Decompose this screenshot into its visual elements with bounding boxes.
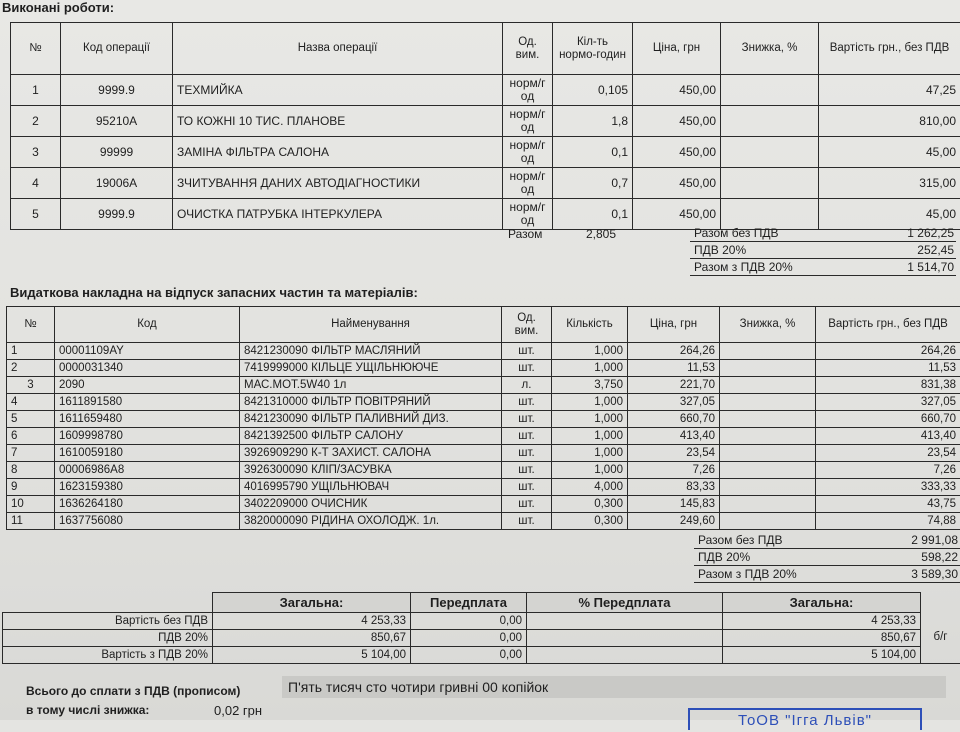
company-stamp: ТоОВ "Ігга Львів" (688, 708, 922, 730)
works-cell-name: ОЧИСТКА ПАТРУБКА ІНТЕРКУЛЕРА (173, 199, 503, 230)
parts-cell-qty: 1,000 (552, 428, 628, 445)
works-row (11, 137, 960, 168)
parts-cell-price: 11,53 (628, 360, 720, 377)
summary-cell-prepay-percent (527, 613, 723, 630)
parts-cell-qty: 1,000 (552, 411, 628, 428)
parts-cell-discount (720, 513, 816, 530)
works-cell-name: ЗЧИТУВАННЯ ДАНИХ АВТОДІАГНОСТИКИ (173, 168, 503, 199)
parts-row (7, 360, 960, 377)
works-row (11, 199, 960, 230)
works-cell-unit (503, 75, 553, 106)
works-row (11, 75, 960, 106)
parts-cell-total: 327,05 (816, 394, 960, 411)
parts-cell-total: 74,88 (816, 513, 960, 530)
works-cell-price: 450,00 (633, 168, 721, 199)
parts-cell-total: 831,38 (816, 377, 960, 394)
parts-cell-unit: шт. (502, 462, 552, 479)
unit-line-2: од (521, 151, 534, 165)
parts-cell-discount (720, 343, 816, 360)
works-cell-discount (721, 199, 819, 230)
works-cell-discount (721, 106, 819, 137)
parts-header-row (7, 307, 960, 343)
works-cell-unit (503, 199, 553, 230)
parts-cell-total: 660,70 (816, 411, 960, 428)
divider (694, 565, 960, 566)
works-cell-price: 450,00 (633, 137, 721, 168)
parts-cell-code: 1611659480 (55, 411, 240, 428)
parts-cell-discount (720, 496, 816, 513)
parts-header-discount: Знижка, % (720, 307, 816, 343)
works-cell-unit (503, 168, 553, 199)
works-header-name: Назва операції (173, 23, 503, 75)
works-row (11, 106, 960, 137)
summary-cell-prepay: 0,00 (411, 647, 527, 664)
parts-cell-unit: шт. (502, 394, 552, 411)
parts-cell-price: 7,26 (628, 462, 720, 479)
parts-cell-n: 7 (7, 445, 55, 462)
parts-cell-total: 264,26 (816, 343, 960, 360)
works-cell-code: 9999.9 (61, 199, 173, 230)
parts-cell-n: 10 (7, 496, 55, 513)
parts-cell-qty: 1,000 (552, 445, 628, 462)
works-cell-code: 9999.9 (61, 75, 173, 106)
parts-row (7, 428, 960, 445)
works-cell-hours: 1,8 (553, 106, 633, 137)
parts-cell-qty: 1,000 (552, 462, 628, 479)
parts-cell-unit: шт. (502, 360, 552, 377)
works-cell-unit (503, 106, 553, 137)
works-total-label: Разом без ПДВ (694, 226, 779, 240)
parts-cell-code: 1636264180 (55, 496, 240, 513)
parts-cell-total: 11,53 (816, 360, 960, 377)
works-header-row (11, 23, 960, 75)
works-cell-total: 315,00 (819, 168, 960, 199)
parts-cell-qty: 0,300 (552, 513, 628, 530)
parts-cell-n: 3 (7, 377, 55, 394)
parts-cell-qty: 4,000 (552, 479, 628, 496)
unit-line-2: од (521, 89, 534, 103)
works-cell-name: ТО КОЖНІ 10 ТИС. ПЛАНОВЕ (173, 106, 503, 137)
unit-line-1: норм/г (510, 169, 546, 183)
works-table (10, 22, 960, 230)
works-cell-n: 5 (11, 199, 61, 230)
parts-cell-code: 1637756080 (55, 513, 240, 530)
parts-cell-price: 221,70 (628, 377, 720, 394)
parts-header-unit: Од. вим. (502, 307, 552, 343)
works-gross-label: Разом з ПДВ 20% (694, 260, 793, 274)
works-sum-label: Разом (508, 227, 542, 241)
parts-cell-unit: шт. (502, 411, 552, 428)
parts-cell-discount (720, 411, 816, 428)
works-cell-code: 95210A (61, 106, 173, 137)
parts-header-n: № (7, 307, 55, 343)
parts-header-code: Код (55, 307, 240, 343)
unit-line-2: од (521, 182, 534, 196)
parts-cell-code: 1609998780 (55, 428, 240, 445)
parts-row (7, 445, 960, 462)
summary-header-side (921, 593, 960, 613)
parts-header-total: Вартість грн., без ПДВ (816, 307, 960, 343)
parts-row (7, 377, 960, 394)
parts-row (7, 496, 960, 513)
works-cell-price: 450,00 (633, 106, 721, 137)
works-cell-name: ЗАМІНА ФІЛЬТРА САЛОНА (173, 137, 503, 168)
parts-cell-unit: шт. (502, 343, 552, 360)
parts-cell-unit: л. (502, 377, 552, 394)
works-cell-total: 45,00 (819, 137, 960, 168)
summary-cell-label: Вартість з ПДВ 20% (3, 647, 213, 664)
parts-cell-price: 660,70 (628, 411, 720, 428)
parts-header-qty: Кількість (552, 307, 628, 343)
works-vat-value: 252,45 (820, 243, 954, 257)
works-cell-discount (721, 75, 819, 106)
parts-row (7, 394, 960, 411)
works-gross-value: 1 514,70 (820, 260, 954, 274)
works-vat-label: ПДВ 20% (694, 243, 746, 257)
works-cell-unit (503, 137, 553, 168)
summary-header-total: Загальна: (213, 593, 411, 613)
parts-cell-discount (720, 394, 816, 411)
parts-cell-price: 83,33 (628, 479, 720, 496)
unit-line-2: од (521, 120, 534, 134)
summary-header-prepay-percent: % Передплата (527, 593, 723, 613)
parts-row (7, 462, 960, 479)
works-cell-code: 99999 (61, 137, 173, 168)
works-cell-hours: 0,1 (553, 199, 633, 230)
parts-cell-name: 4016995790 УЩІЛЬНЮВАЧ (240, 479, 502, 496)
summary-table (2, 592, 960, 664)
parts-cell-qty: 1,000 (552, 360, 628, 377)
works-header-price: Ціна, грн (633, 23, 721, 75)
parts-cell-unit: шт. (502, 496, 552, 513)
parts-cell-total: 43,75 (816, 496, 960, 513)
parts-cell-name: 3926909290 К-Т ЗАХИСТ. САЛОНА (240, 445, 502, 462)
parts-cell-code: 1623159380 (55, 479, 240, 496)
divider (690, 258, 956, 259)
parts-cell-n: 4 (7, 394, 55, 411)
summary-row (3, 630, 960, 647)
parts-title: Видаткова накладна на відпуск запасних частин та матеріалів: (10, 285, 418, 300)
parts-cell-name: 3402209000 ОЧИСНИК (240, 496, 502, 513)
parts-cell-unit: шт. (502, 513, 552, 530)
works-header-unit: Од. вим. (503, 23, 553, 75)
amount-in-words-value: П'ять тисяч сто чотири гривні 00 копійок (282, 676, 946, 698)
unit-line-1: норм/г (510, 138, 546, 152)
works-sum-hours: 2,805 (560, 227, 616, 241)
works-cell-total: 47,25 (819, 75, 960, 106)
parts-row (7, 513, 960, 530)
works-cell-n: 2 (11, 106, 61, 137)
parts-gross-value: 3 589,30 (820, 567, 958, 581)
summary-row (3, 647, 960, 664)
parts-cell-price: 145,83 (628, 496, 720, 513)
parts-cell-discount (720, 462, 816, 479)
parts-cell-discount (720, 377, 816, 394)
parts-cell-price: 264,26 (628, 343, 720, 360)
parts-cell-qty: 1,000 (552, 394, 628, 411)
parts-table (6, 306, 960, 530)
parts-cell-n: 6 (7, 428, 55, 445)
parts-cell-name: МАС.МОТ.5W40 1л (240, 377, 502, 394)
parts-total-value: 2 991,08 (820, 533, 958, 547)
works-header-n: № (11, 23, 61, 75)
parts-cell-n: 9 (7, 479, 55, 496)
parts-cell-name: 3820000090 РІДИНА ОХОЛОДЖ. 1л. (240, 513, 502, 530)
summary-header-row (3, 593, 960, 613)
works-cell-total: 45,00 (819, 199, 960, 230)
parts-cell-name: 8421310000 ФІЛЬТР ПОВІТРЯНИЙ (240, 394, 502, 411)
parts-cell-qty: 3,750 (552, 377, 628, 394)
parts-total-label: Разом без ПДВ (698, 533, 783, 547)
parts-cell-qty: 1,000 (552, 343, 628, 360)
summary-cell-prepay-percent (527, 630, 723, 647)
summary-header-total2: Загальна: (723, 593, 921, 613)
discount-value: 0,02 грн (214, 702, 262, 719)
parts-cell-code: 00006986A8 (55, 462, 240, 479)
parts-cell-name: 8421392500 ФІЛЬТР САЛОНУ (240, 428, 502, 445)
parts-header-price: Ціна, грн (628, 307, 720, 343)
works-header-hours: Кіл-ть нормо-годин (553, 23, 633, 75)
works-header-total: Вартість грн., без ПДВ (819, 23, 960, 75)
parts-cell-price: 413,40 (628, 428, 720, 445)
summary-cell-total: 4 253,33 (213, 613, 411, 630)
parts-cell-unit: шт. (502, 428, 552, 445)
parts-cell-n: 8 (7, 462, 55, 479)
summary-cell-prepay: 0,00 (411, 630, 527, 647)
works-header-discount: Знижка, % (721, 23, 819, 75)
parts-vat-value: 598,22 (820, 550, 958, 564)
summary-header-prepay: Передплата (411, 593, 527, 613)
works-total-value: 1 262,25 (820, 226, 954, 240)
parts-cell-total: 7,26 (816, 462, 960, 479)
works-cell-n: 4 (11, 168, 61, 199)
parts-vat-label: ПДВ 20% (698, 550, 750, 564)
summary-header-blank (3, 593, 213, 613)
summary-cell-total: 5 104,00 (213, 647, 411, 664)
parts-cell-total: 333,33 (816, 479, 960, 496)
parts-cell-discount (720, 360, 816, 377)
works-cell-n: 3 (11, 137, 61, 168)
divider (694, 582, 960, 583)
parts-cell-name: 7419999000 КІЛЬЦЕ УЩІЛЬНЮЮЧЕ (240, 360, 502, 377)
parts-cell-code: 00001109AY (55, 343, 240, 360)
parts-cell-code: 2090 (55, 377, 240, 394)
divider (690, 241, 956, 242)
unit-line-1: норм/г (510, 76, 546, 90)
parts-gross-label: Разом з ПДВ 20% (698, 567, 797, 581)
amount-in-words-label: Всього до сплати з ПДВ (прописом) (26, 683, 240, 700)
parts-cell-name: 3926300090 КЛІП/ЗАСУВКА (240, 462, 502, 479)
parts-row (7, 411, 960, 428)
works-cell-name: ТЕХМИЙКА (173, 75, 503, 106)
summary-cell-label: Вартість без ПДВ (3, 613, 213, 630)
discount-label: в тому числі знижка: (26, 702, 149, 719)
parts-cell-n: 1 (7, 343, 55, 360)
summary-cell-total2: 850,67 (723, 630, 921, 647)
parts-cell-price: 249,60 (628, 513, 720, 530)
parts-header-name: Найменування (240, 307, 502, 343)
parts-cell-code: 0000031340 (55, 360, 240, 377)
summary-currency-note: б/г (921, 613, 960, 664)
parts-cell-n: 2 (7, 360, 55, 377)
works-row (11, 168, 960, 199)
parts-cell-code: 1611891580 (55, 394, 240, 411)
unit-line-1: норм/г (510, 200, 546, 214)
divider (694, 548, 960, 549)
parts-cell-unit: шт. (502, 479, 552, 496)
parts-cell-discount (720, 445, 816, 462)
works-cell-code: 19006A (61, 168, 173, 199)
parts-cell-unit: шт. (502, 445, 552, 462)
parts-cell-code: 1610059180 (55, 445, 240, 462)
summary-cell-prepay: 0,00 (411, 613, 527, 630)
divider (690, 275, 956, 276)
parts-cell-name: 8421230090 ФІЛЬТР ПАЛИВНИЙ ДИЗ. (240, 411, 502, 428)
parts-cell-total: 23,54 (816, 445, 960, 462)
works-cell-price: 450,00 (633, 199, 721, 230)
works-title: Виконані роботи: (2, 0, 114, 15)
parts-cell-price: 23,54 (628, 445, 720, 462)
summary-cell-total2: 4 253,33 (723, 613, 921, 630)
parts-row (7, 343, 960, 360)
parts-cell-n: 5 (7, 411, 55, 428)
summary-cell-prepay-percent (527, 647, 723, 664)
parts-cell-discount (720, 479, 816, 496)
summary-cell-label: ПДВ 20% (3, 630, 213, 647)
parts-cell-qty: 0,300 (552, 496, 628, 513)
works-cell-hours: 0,7 (553, 168, 633, 199)
works-cell-total: 810,00 (819, 106, 960, 137)
works-cell-hours: 0,1 (553, 137, 633, 168)
unit-line-1: норм/г (510, 107, 546, 121)
summary-row (3, 613, 960, 630)
parts-cell-total: 413,40 (816, 428, 960, 445)
parts-cell-price: 327,05 (628, 394, 720, 411)
works-cell-discount (721, 168, 819, 199)
works-header-code: Код операції (61, 23, 173, 75)
parts-row (7, 479, 960, 496)
works-cell-n: 1 (11, 75, 61, 106)
works-cell-price: 450,00 (633, 75, 721, 106)
works-cell-hours: 0,105 (553, 75, 633, 106)
parts-cell-name: 8421230090 ФІЛЬТР МАСЛЯНИЙ (240, 343, 502, 360)
works-cell-discount (721, 137, 819, 168)
summary-cell-total2: 5 104,00 (723, 647, 921, 664)
parts-cell-n: 11 (7, 513, 55, 530)
summary-cell-total: 850,67 (213, 630, 411, 647)
unit-line-2: од (521, 213, 534, 227)
parts-cell-discount (720, 428, 816, 445)
